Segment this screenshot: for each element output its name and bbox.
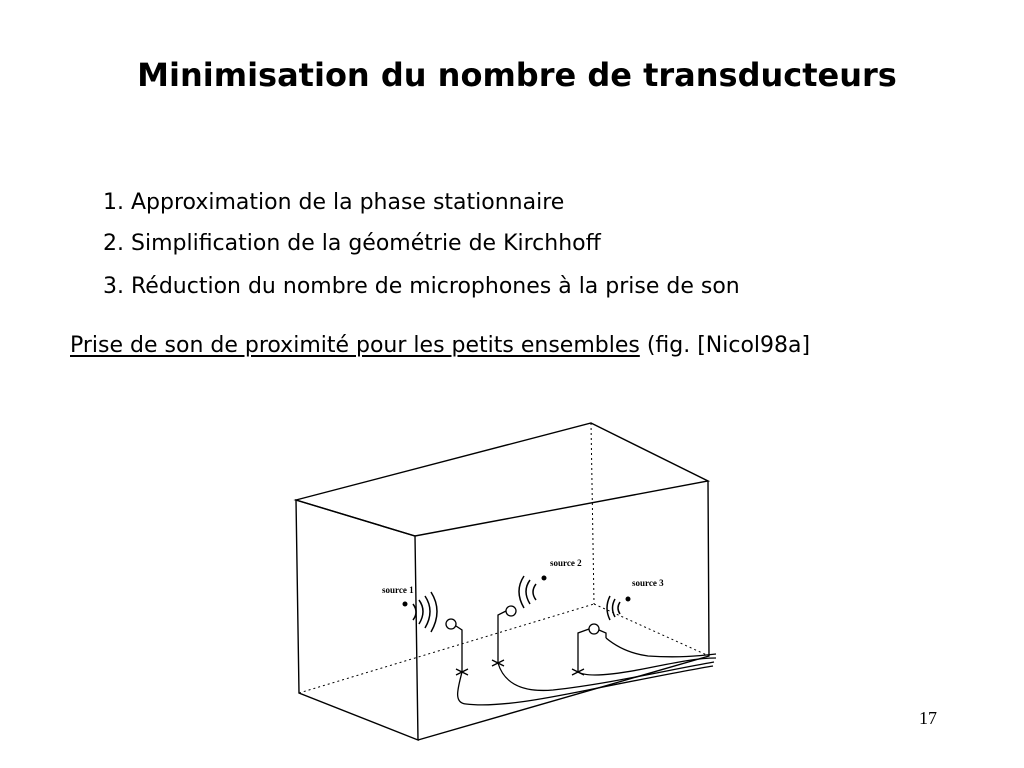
stand-3b (599, 630, 606, 638)
hidden-edge-left (299, 604, 594, 693)
source-3-waves (607, 596, 620, 620)
stand-1 (456, 626, 462, 672)
source-2-waves (519, 576, 536, 608)
microphone-2 (506, 606, 516, 616)
source-2-label: source 2 (550, 558, 582, 568)
hidden-edge-vertical (591, 423, 594, 604)
source-2-point (542, 576, 547, 581)
box-top-face (296, 423, 708, 536)
list-item-2 (103, 231, 601, 256)
page-number: 17 (919, 708, 937, 728)
box-front-face (296, 500, 418, 740)
microphone-1 (446, 619, 456, 629)
list-item-number: 3. (103, 274, 124, 299)
list-item-text: Approximation de la phase stationnaire (131, 190, 565, 215)
source-3-point (626, 597, 631, 602)
slide-title: Minimisation du nombre de transducteurs (137, 56, 897, 94)
list-item-text: Simplification de la géométrie de Kirchhoff (131, 231, 601, 256)
source-1-point (403, 602, 408, 607)
list-item-1 (103, 190, 564, 215)
list-item-3 (103, 274, 740, 299)
stand-3 (578, 629, 589, 672)
source-1-label: source 1 (382, 585, 414, 595)
list-item-number: 1. (103, 190, 124, 215)
box-right-edge (418, 481, 709, 740)
list-item-text: Réduction du nombre de microphones à la prise de son (131, 274, 740, 299)
cable-3b (606, 638, 716, 657)
hidden-edge-right (594, 604, 709, 656)
list-item-number: 2. (103, 231, 124, 256)
caption-reference: (fig. [Nicol98a] (646, 333, 811, 358)
source-3-label: source 3 (632, 578, 664, 588)
stand-2 (498, 611, 506, 663)
microphone-3 (589, 624, 599, 634)
figure-caption (70, 333, 810, 358)
caption-underlined-text: Prise de son de proximité pour les petits ensembles (70, 333, 640, 358)
room-microphone-diagram (288, 418, 728, 748)
